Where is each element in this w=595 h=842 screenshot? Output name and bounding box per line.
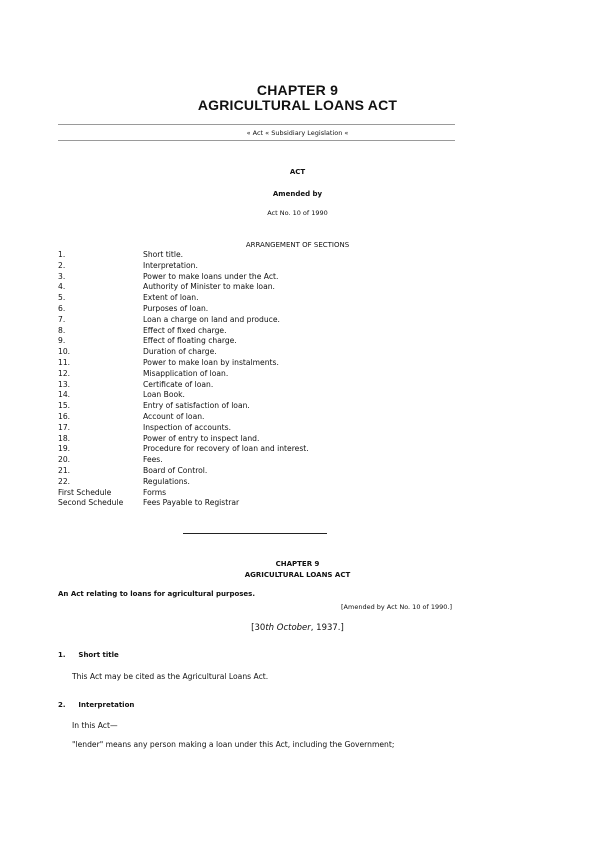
amendment-reference: Act No. 10 of 1990 [267,209,328,217]
arrangement-of-sections [58,250,309,509]
toc-row[interactable] [58,358,309,369]
toc-section-number: 9. [58,336,66,346]
toc-section-number: 11. [58,357,71,367]
arrangement-heading: ARRANGEMENT OF SECTIONS [245,241,350,249]
date-close: , 1937.] [310,623,344,633]
toc-row[interactable] [58,423,309,434]
toc-section-title[interactable]: Loan Book. [143,390,185,400]
definition-lender: "lender" means any person making a loan under this Act, including the Government; [72,740,395,749]
toc-section-number: 21. [58,465,71,475]
toc-section-title[interactable]: Inspection of accounts. [143,422,231,432]
section-2-title: Interpretation [78,701,135,709]
toc-section-number: 16. [58,411,71,421]
section-1-heading [58,651,119,659]
divider-top [58,124,455,125]
date-suffix: th [265,623,275,633]
toc-row[interactable] [58,282,309,293]
toc-section-number: 7. [58,314,66,324]
toc-row[interactable] [58,488,309,499]
long-title: An Act relating to loans for agricultural purposes. [58,590,256,598]
section-1-text: This Act may be cited as the Agricultural Loans Act. [72,672,269,681]
toc-row[interactable] [58,315,309,326]
section-1-title: Short title [78,651,119,659]
toc-row[interactable] [58,455,309,466]
toc-row[interactable] [58,380,309,391]
act-label: ACT [289,168,306,176]
toc-section-title[interactable]: Account of loan. [143,411,205,421]
toc-section-number: 14. [58,390,71,400]
toc-row[interactable] [58,293,309,304]
toc-row[interactable] [58,412,309,423]
toc-section-title[interactable]: Loan a charge on land and produce. [143,314,280,324]
toc-section-title[interactable]: Duration of charge. [143,347,217,357]
toc-section-title[interactable]: Effect of fixed charge. [143,325,227,335]
toc-row[interactable] [58,250,309,261]
toc-row[interactable] [58,336,309,347]
toc-section-number: 5. [58,293,66,303]
toc-section-number: 18. [58,433,71,443]
toc-row[interactable] [58,390,309,401]
toc-row[interactable] [58,272,309,283]
toc-row[interactable] [58,347,309,358]
main-chapter-heading: CHAPTER 9 [275,560,320,568]
section-1-number: 1. [58,651,66,659]
chapter-heading: CHAPTER 9 [256,82,339,98]
toc-section-number: 10. [58,347,71,357]
toc-section-title[interactable]: Power of entry to inspect land. [143,433,260,443]
toc-row[interactable] [58,498,309,509]
toc-section-title[interactable]: Procedure for recovery of loan and interest. [143,444,309,454]
toc-section-title[interactable]: Interpretation. [143,260,198,270]
toc-section-title[interactable]: Regulations. [143,476,190,486]
toc-section-title[interactable]: Purposes of loan. [143,303,209,313]
toc-section-title[interactable]: Misapplication of loan. [143,368,229,378]
toc-section-number: 1. [58,250,66,259]
toc-section-number: 4. [58,282,66,292]
toc-section-title[interactable]: Power to make loans under the Act. [143,271,279,281]
amended-by-label: Amended by [272,190,323,198]
toc-section-number: 19. [58,444,71,454]
toc-section-number: 20. [58,455,71,465]
commencement-date [0,623,595,633]
toc-section-number: 6. [58,303,66,313]
divider-bottom [58,140,455,141]
toc-section-number: 2. [58,260,66,270]
toc-section-title[interactable]: Power to make loan by instalments. [143,357,279,367]
toc-row[interactable] [58,444,309,455]
toc-row[interactable] [58,434,309,445]
toc-row[interactable] [58,466,309,477]
toc-row[interactable] [58,401,309,412]
toc-row[interactable] [58,304,309,315]
toc-section-number: First Schedule [58,487,112,497]
toc-row[interactable] [58,326,309,337]
section-divider [183,533,327,534]
toc-section-number: 12. [58,368,71,378]
toc-section-number: 8. [58,325,66,335]
toc-section-number: 17. [58,422,71,432]
section-2-intro: In this Act— [72,721,118,730]
toc-section-number: 15. [58,401,71,411]
main-act-title: AGRICULTURAL LOANS ACT [244,571,351,579]
toc-section-title[interactable]: Board of Control. [143,465,208,475]
toc-section-title[interactable]: Authority of Minister to make loan. [143,282,275,292]
toc-section-title[interactable]: Effect of floating charge. [143,336,237,346]
toc-section-title[interactable]: Entry of satisfaction of loan. [143,401,250,411]
toc-section-number: 13. [58,379,71,389]
toc-row[interactable] [58,369,309,380]
toc-section-number: Second Schedule [58,498,124,508]
date-open: [30 [251,623,266,633]
toc-section-title[interactable]: Short title. [143,250,184,259]
date-month: October [274,623,311,633]
toc-section-title[interactable]: Certificate of loan. [143,379,214,389]
nav-links[interactable]: « Act « Subsidiary Legislation « [246,129,349,137]
toc-row[interactable] [58,261,309,272]
toc-section-title[interactable]: Fees Payable to Registrar [143,498,240,508]
toc-row[interactable] [58,477,309,488]
amended-note: [Amended by Act No. 10 of 1990.] [341,603,452,611]
toc-section-title[interactable]: Fees. [143,455,163,465]
toc-section-number: 3. [58,271,66,281]
act-title: AGRICULTURAL LOANS ACT [197,97,398,113]
section-2-heading [58,701,134,709]
toc-section-title[interactable]: Extent of loan. [143,293,199,303]
section-2-number: 2. [58,701,66,709]
toc-section-title[interactable]: Forms [143,487,167,497]
toc-section-number: 22. [58,476,71,486]
